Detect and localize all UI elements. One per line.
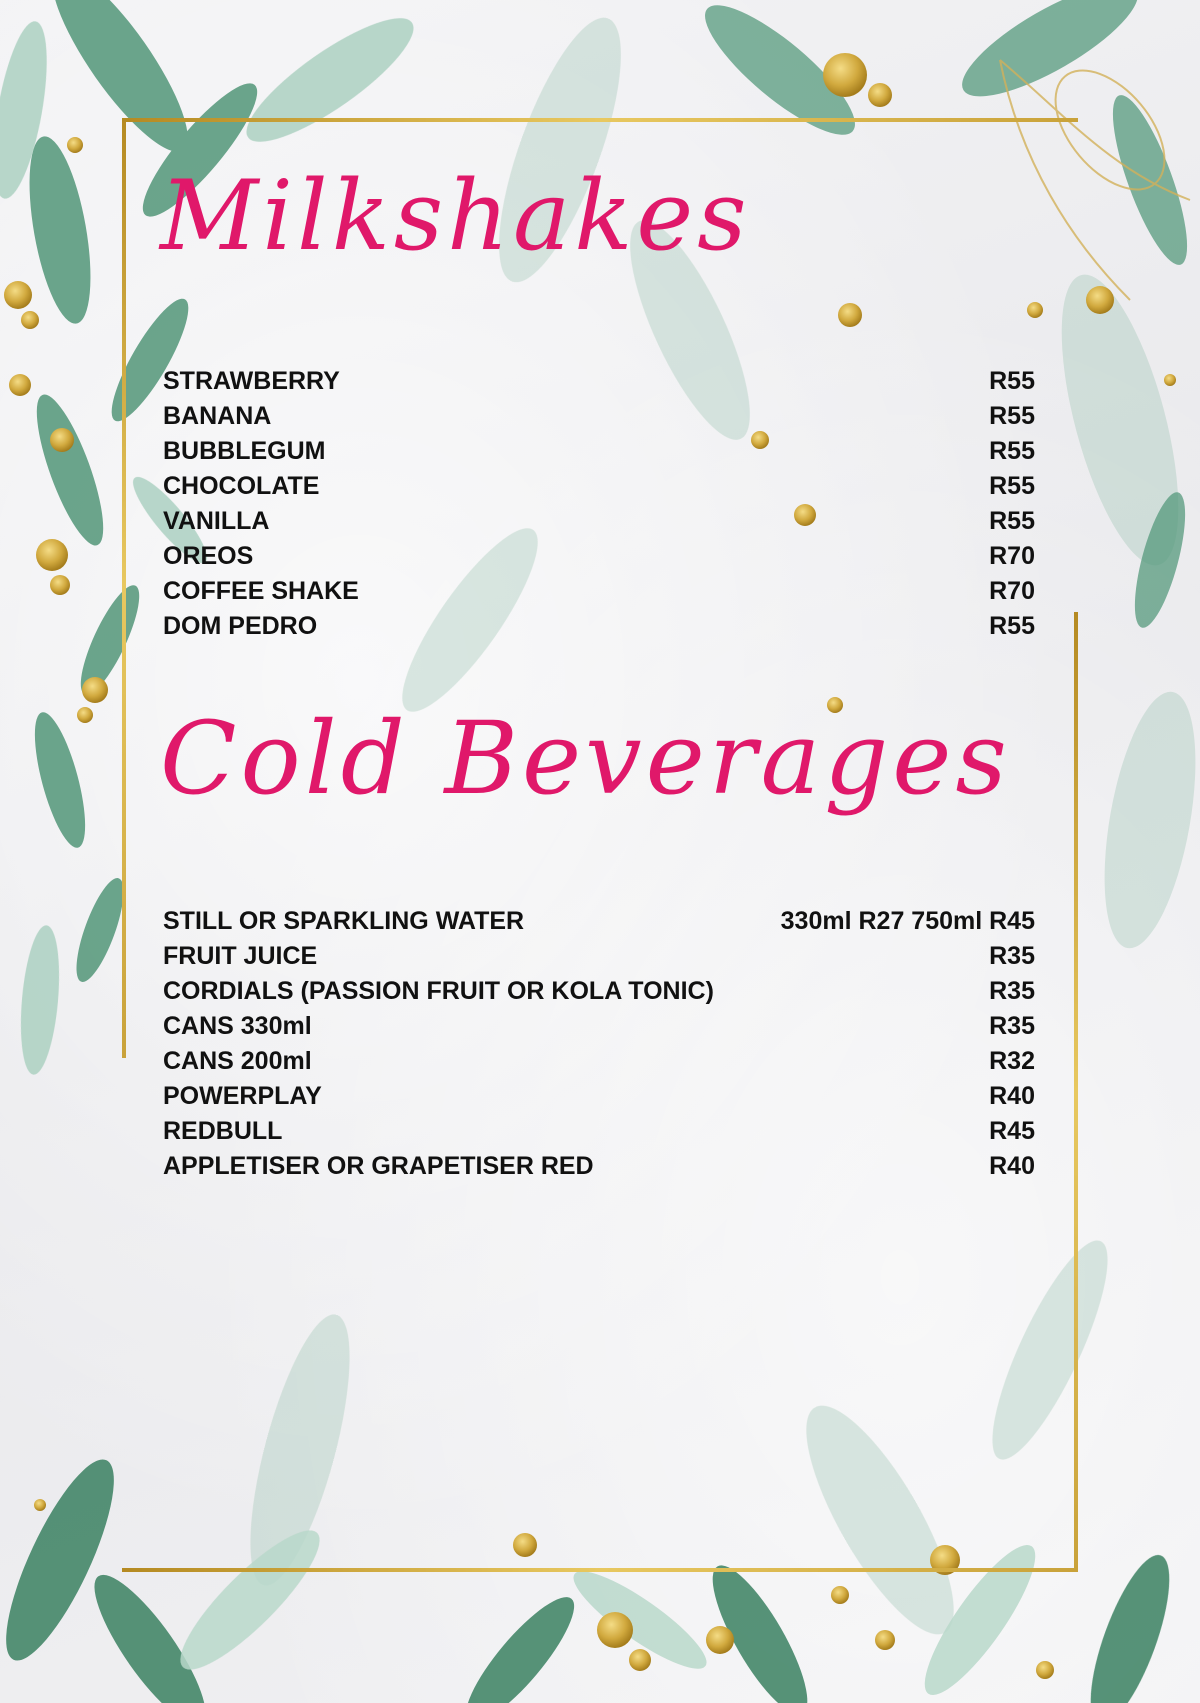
menu-item (163, 539, 1035, 574)
item-price: R45 (989, 1117, 1035, 1145)
item-price: R40 (989, 1082, 1035, 1110)
milkshakes-list (163, 364, 1035, 644)
item-price: 330ml R27 750ml R45 (780, 907, 1035, 935)
menu-item (163, 399, 1035, 434)
item-price: R55 (989, 437, 1035, 465)
menu-item (163, 1009, 1035, 1044)
item-price: R55 (989, 612, 1035, 640)
item-price: R55 (989, 472, 1035, 500)
item-price: R35 (989, 942, 1035, 970)
gold-frame-top (122, 118, 1078, 122)
menu-item (163, 939, 1035, 974)
gold-frame-bottom (122, 1568, 1078, 1572)
item-price: R40 (989, 1152, 1035, 1180)
item-name: APPLETISER OR GRAPETISER RED (163, 1152, 594, 1180)
item-name: DOM PEDRO (163, 612, 318, 640)
item-name: CORDIALS (PASSION FRUIT OR KOLA TONIC) (163, 977, 714, 1005)
item-price: R70 (989, 577, 1035, 605)
gold-frame-left (122, 118, 126, 1058)
section-title-cold-beverages: Cold Beverages (160, 700, 1011, 817)
item-name: VANILLA (163, 507, 270, 535)
item-price: R32 (989, 1047, 1035, 1075)
menu-item (163, 1044, 1035, 1079)
item-name: COFFEE SHAKE (163, 577, 359, 605)
item-name: CHOCOLATE (163, 472, 320, 500)
menu-item (163, 904, 1035, 939)
item-price: R55 (989, 402, 1035, 430)
menu-item (163, 1079, 1035, 1114)
item-name: POWERPLAY (163, 1082, 322, 1110)
item-price: R55 (989, 367, 1035, 395)
item-price: R70 (989, 542, 1035, 570)
item-name: STRAWBERRY (163, 367, 340, 395)
item-name: STILL OR SPARKLING WATER (163, 907, 525, 935)
menu-item (163, 469, 1035, 504)
menu-item (163, 974, 1035, 1009)
item-price: R35 (989, 1012, 1035, 1040)
item-price: R55 (989, 507, 1035, 535)
item-name: REDBULL (163, 1117, 283, 1145)
menu-item (163, 434, 1035, 469)
menu-item (163, 1149, 1035, 1184)
leaf-icon (1000, 51, 1190, 300)
item-name: CANS 200ml (163, 1047, 312, 1075)
menu-item (163, 504, 1035, 539)
item-name: BUBBLEGUM (163, 437, 326, 465)
menu-item (163, 574, 1035, 609)
item-price: R35 (989, 977, 1035, 1005)
gold-frame-right (1074, 612, 1078, 1572)
section-title-milkshakes: Milkshakes (160, 160, 751, 272)
cold-beverages-list (163, 904, 1035, 1184)
item-name: BANANA (163, 402, 272, 430)
item-name: CANS 330ml (163, 1012, 312, 1040)
menu-item (163, 609, 1035, 644)
item-name: OREOS (163, 542, 254, 570)
item-name: FRUIT JUICE (163, 942, 318, 970)
menu-item (163, 364, 1035, 399)
menu-item (163, 1114, 1035, 1149)
